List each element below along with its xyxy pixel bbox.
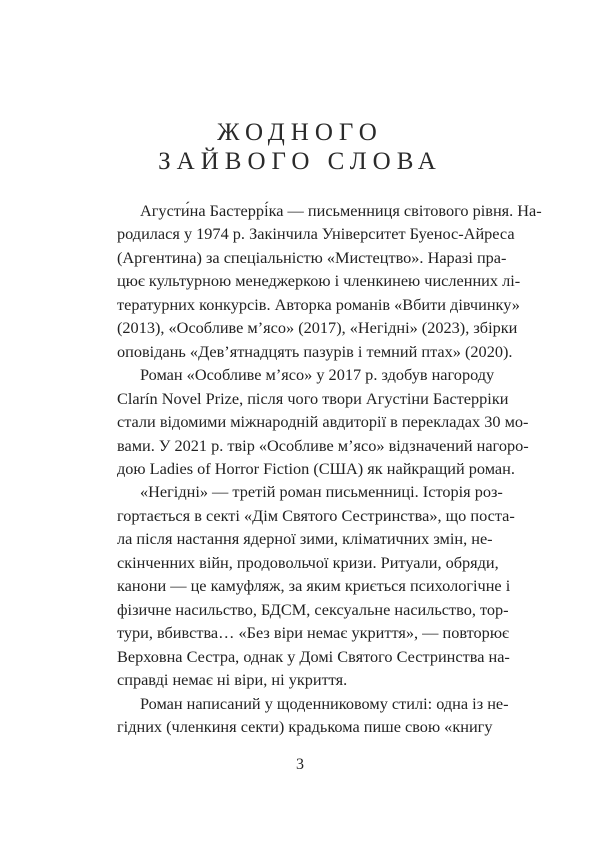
text-line: гортається в секті «Дім Святого Сестринства», що поста- — [117, 505, 515, 525]
text-line: фізичне насильство, БДСМ, сексуальне насильство, тор- — [117, 599, 509, 619]
text-line: вами. У 2021 р. твір «Особливе м’ясо» відзначений нагоро- — [117, 435, 529, 455]
text-line: Агусти́на Бастеррі́ка — письменниця світового рівня. На- — [140, 201, 542, 220]
page-title — [0, 118, 600, 176]
text-line: Роман написаний у щоденниковому стилі: одна із не- — [140, 693, 509, 713]
text-line: «Негідні» — третій роман письменниці. Історія роз- — [140, 482, 503, 502]
paragraph — [117, 692, 509, 739]
text-line: тури, вбивства… «Без віри немає укриття», — повторює — [117, 623, 509, 643]
paragraph — [117, 363, 529, 480]
page-number: 3 — [296, 756, 304, 773]
text-line: справді немає ні віри, ні укриття. — [117, 670, 348, 690]
body-text — [117, 199, 542, 738]
title-line-2: ЗАЙВОГО СЛОВА — [158, 148, 442, 175]
text-line: ла після настання ядерної зими, кліматичних змін, не- — [117, 529, 493, 549]
text-line: оповідань «Дев’ятнадцять пазурів і темний птах» (2020). — [117, 341, 513, 361]
paragraph — [117, 480, 515, 691]
text-line: Clarín Novel Prize, після чого твори Агустіни Бастерріки — [117, 388, 509, 408]
text-line: дою Ladies of Horror Fiction (США) як найкращий роман. — [117, 458, 515, 478]
text-line: Верховна Сестра, однак у Домі Святого Сестринства на- — [117, 646, 510, 666]
text-line: (Аргентина) за спеціальністю «Мистецтво». Наразі пра- — [117, 247, 507, 267]
text-line: стали відомими міжнародній авдиторії в перекладах 30 мо- — [117, 412, 529, 432]
title-line-1: ЖОДНОГО — [217, 119, 383, 146]
text-line: цює культурною менеджеркою і членкинею численних лі- — [117, 271, 521, 291]
text-line: канони — це камуфляж, за яким криється психологічне і — [117, 576, 511, 596]
text-line: Роман «Особливе м’ясо» у 2017 р. здобув нагороду — [140, 365, 495, 385]
text-line: гідних (членкиня секти) крадькома пише свою «книгу — [117, 716, 493, 736]
text-line: (2013), «Особливе м’ясо» (2017), «Негідні» (2023), збірки — [117, 318, 518, 338]
text-line: скінченних війн, продовольчої кризи. Ритуали, обряди, — [117, 552, 499, 572]
paragraph — [117, 199, 542, 363]
text-line: тературних конкурсів. Авторка романів «Вбити дівчинку» — [117, 294, 520, 314]
text-line: родилася у 1974 р. Закінчила Університет Буенос-Айреса — [117, 224, 515, 244]
